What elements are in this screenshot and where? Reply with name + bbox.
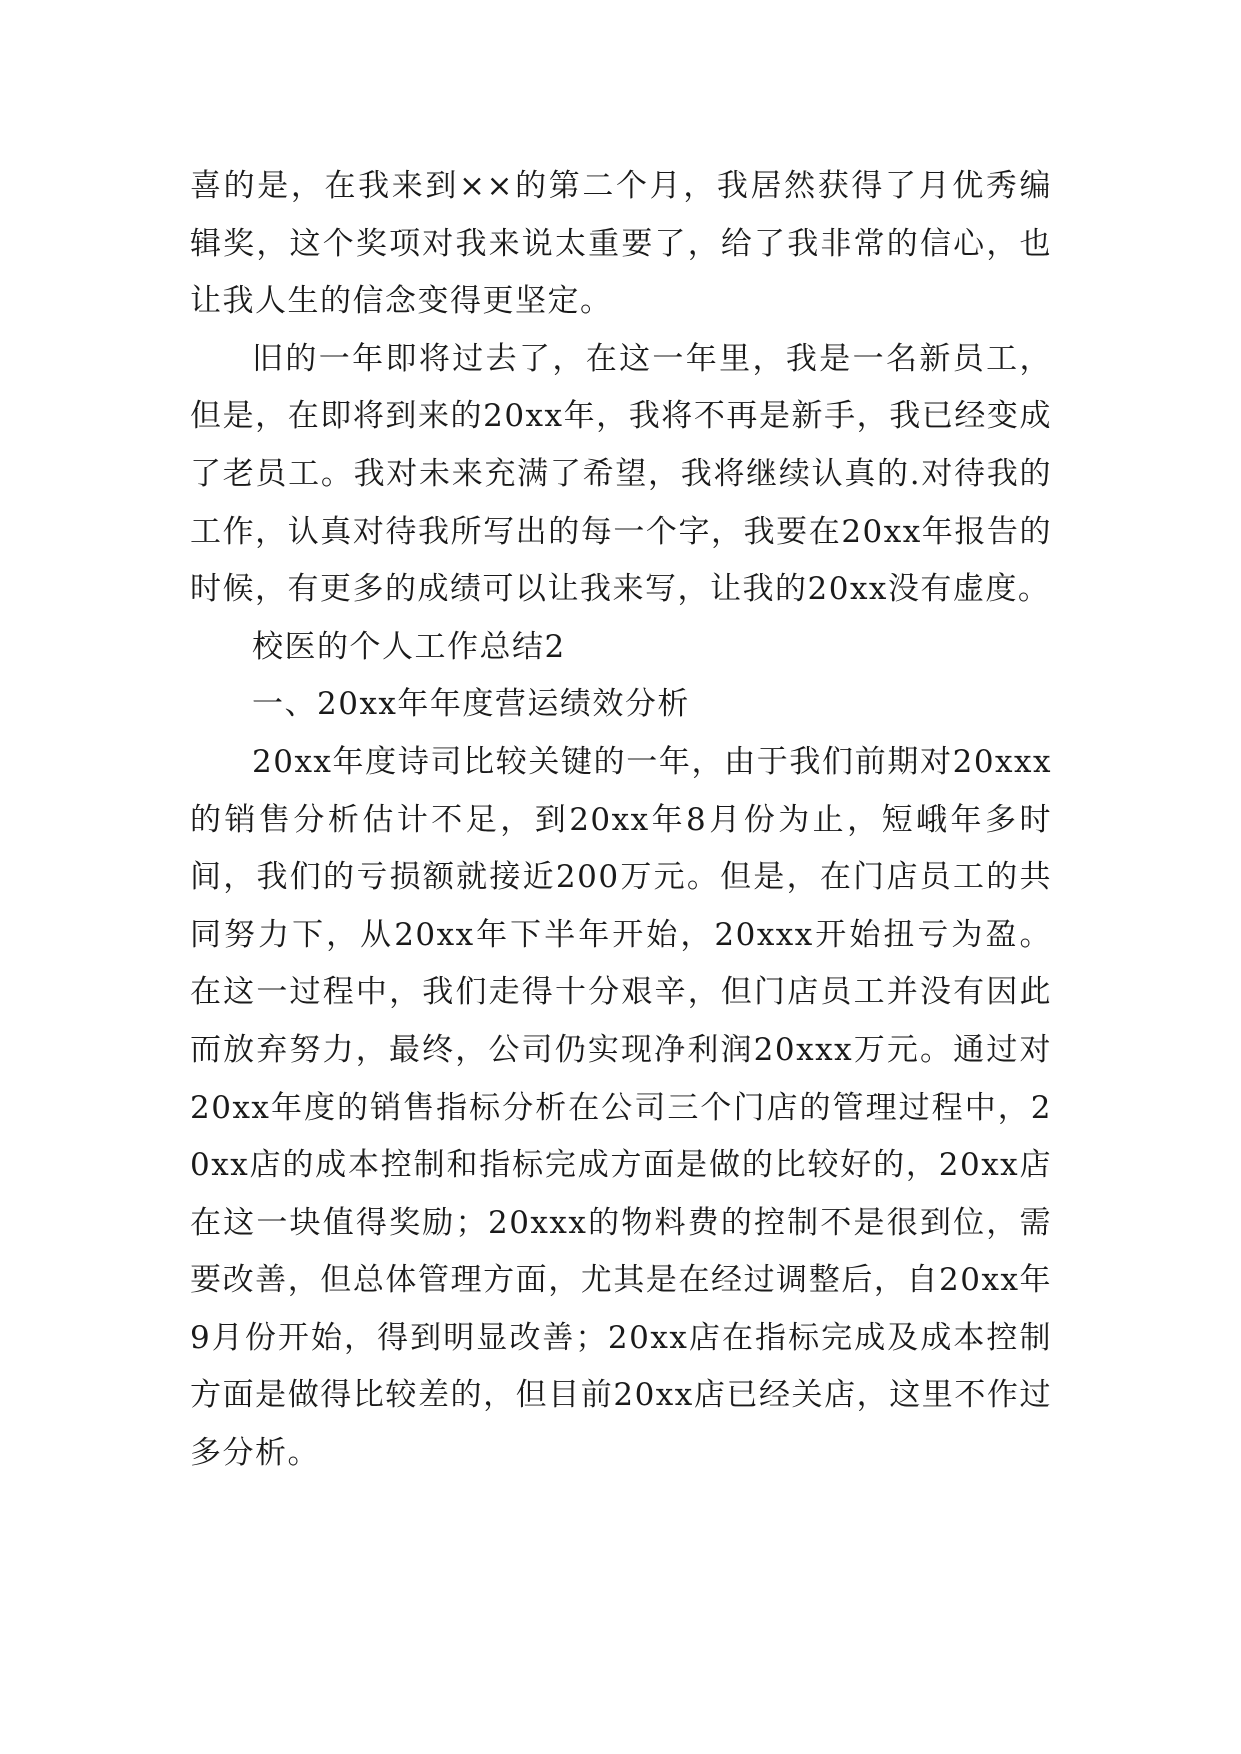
document-body (190, 158, 1052, 1483)
paragraph-continuation: 喜的是，在我来到××的第二个月，我居然获得了月优秀编辑奖，这个奖项对我来说太重要了，给了我非常的信心，也让我人生的信念变得更坚定。 (190, 168, 1052, 320)
section-title: 校医的个人工作总结2 (252, 628, 566, 665)
paragraph-performance-analysis: 20xx年度诗司比较关键的一年，由于我们前期对20xxx的销售分析估计不足，到20xx年8月份为止，短峨年多时间，我们的亏损额就接近200万元。但是，在门店员工的共同努力下，从20xx年下半年开始，20xxx开始扭亏为盈。在这一过程中，我们走得十分艰辛，但门店员工并没有因此而放弃努力，最终，公司仍实现净利润20xxx万元。通过对20xx年度的销售指标分析在公司三个门店的管理过程中，20xx店的成本控制和指标完成方面是做的比较好的，20xx店在这一块值得奖励；20xxx的物料费的控制不是很到位，需要改善，但总体管理方面，尤其是在经过调整后，自20xx年9月份开始，得到明显改善；20xx店在指标完成及成本控制方面是做得比较差的，但目前20xx店已经关店，这里不作过多分析。 (190, 743, 1052, 1472)
paragraph-new-year: 旧的一年即将过去了，在这一年里，我是一名新员工，但是，在即将到来的20xx年，我将不再是新手，我已经变成了老员工。我对未来充满了希望，我将继续认真的.对待我的工作，认真对待我所写出的每一个字，我要在20xx年报告的时候，有更多的成绩可以让我来写，让我的20xx没有虚度。 (190, 340, 1052, 608)
subsection-heading: 一、20xx年年度营运绩效分析 (252, 686, 690, 723)
